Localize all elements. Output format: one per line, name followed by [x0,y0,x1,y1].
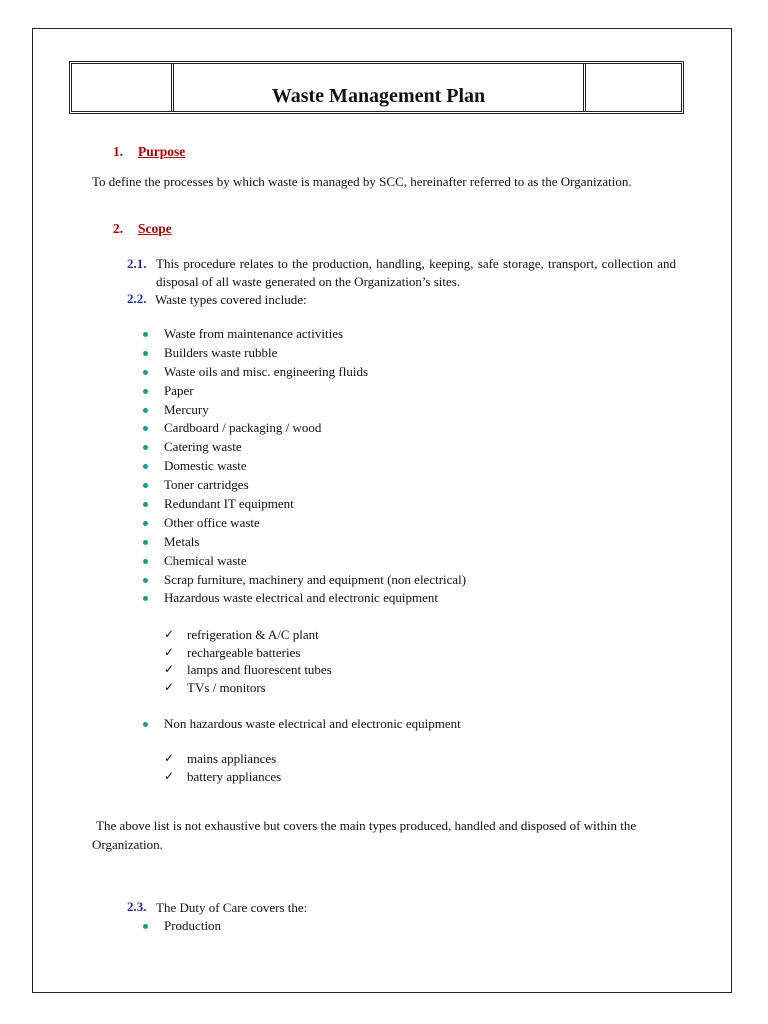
non-hazardous-list [141,715,461,734]
bullet-icon [143,722,148,727]
checkmark-icon: ✓ [164,627,175,641]
list-item: Chemical waste [141,552,466,571]
bullet-icon [143,540,148,545]
bullet-icon [143,332,148,337]
list-item: ✓ mains appliances [164,751,277,766]
header-table [69,61,684,114]
list-item: Waste oils and misc. engineering fluids [141,363,466,382]
section-1-title: Purpose [138,144,186,159]
list-item: Redundant IT equipment [141,495,466,514]
list-note: The above list is not exhaustive but covers the main types produced, handled and disposed of within the Organization. [92,818,637,852]
waste-types-list [141,325,466,608]
list-item: Non hazardous waste electrical and electronic equipment [141,715,461,734]
subsection-2-3-text: The Duty of Care covers the: [156,900,308,915]
list-item: ✓ battery appliances [164,768,282,784]
bullet-icon [143,502,148,507]
bullet-icon [143,521,148,526]
header-cell-left [72,64,174,111]
subsection-2-1-number: 2.1. [127,256,147,271]
header-cell-title [174,64,583,111]
section-1-number: 1. [113,144,124,159]
subsection-2-3-number: 2.3. [127,899,147,914]
checkmark-icon: ✓ [164,768,175,783]
subsection-2-2-number: 2.2. [127,291,147,306]
purpose-text: To define the processes by which waste is managed by SCC, hereinafter referred to as the Organization. [92,174,632,189]
bullet-icon [143,596,148,601]
checkmark-icon: ✓ [164,662,175,677]
bullet-icon [143,351,148,356]
list-item: Scrap furniture, machinery and equipment (non electrical) [141,571,466,590]
non-hazardous-items-list [164,750,281,785]
list-item: ✓ TVs / monitors [164,680,266,696]
list-item: Domestic waste [141,457,466,476]
list-item: Waste from maintenance activities [141,325,466,344]
bullet-icon [143,426,148,431]
hazardous-items-list [164,626,332,697]
bullet-icon [143,924,148,929]
list-item: Toner cartridges [141,476,466,495]
list-item: Hazardous waste electrical and electronic equipment [141,589,466,608]
section-2-title: Scope [138,221,172,236]
subsection-2-2-text: Waste types covered include: [155,292,307,307]
list-item: Paper [141,382,466,401]
bullet-icon [143,483,148,488]
list-item: Other office waste [141,514,466,533]
duty-of-care-list [141,917,221,936]
bullet-icon [143,408,148,413]
subsection-2-1-text: This procedure relates to the production, handling, keeping, safe storage, transport, collection and disposal of all waste generated on the Organization’s sites. [156,256,676,289]
document-title: Waste Management Plan [271,85,486,107]
list-item: Cardboard / packaging / wood [141,419,466,438]
bullet-icon [143,389,148,394]
list-item: ✓ rechargeable batteries [164,644,301,660]
header-cell-right [583,64,681,111]
checkmark-icon: ✓ [164,680,175,695]
list-item: Metals [141,533,466,552]
section-2-number: 2. [113,221,124,236]
list-item: Mercury [141,401,466,420]
list-item: ✓ refrigeration & A/C plant [164,627,319,642]
bullet-icon [143,445,148,450]
list-item: Catering waste [141,438,466,457]
checkmark-icon: ✓ [164,644,175,659]
list-item: Production [141,917,221,936]
checkmark-icon: ✓ [164,751,175,765]
list-item: Builders waste rubble [141,344,466,363]
list-item: ✓ lamps and fluorescent tubes [164,662,332,678]
bullet-icon [143,559,148,564]
bullet-icon [143,578,148,583]
bullet-icon [143,370,148,375]
bullet-icon [143,464,148,469]
